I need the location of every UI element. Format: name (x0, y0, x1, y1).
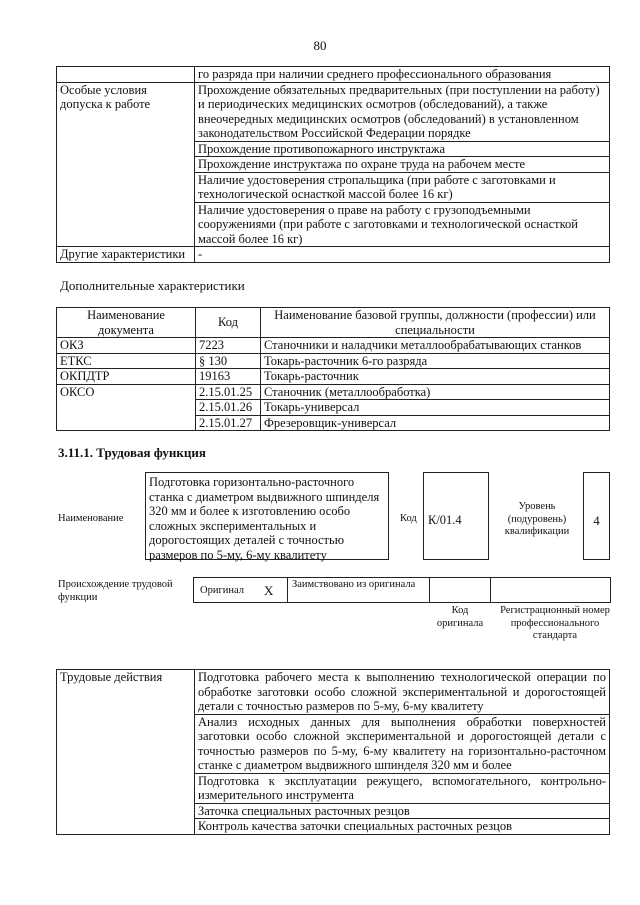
table-row (57, 82, 610, 141)
row-code: 2.15.01.27 (196, 415, 261, 431)
origin-table (193, 577, 611, 603)
row-code: § 130 (196, 353, 261, 369)
row-name: Фрезеровщик-универсал (261, 415, 610, 431)
labor-actions-label: Трудовые действия (57, 670, 195, 835)
special-condition: Прохождение обязательных предварительных (при поступлении на работу) и периодических медицинских осмотров (обследований), а также внеочередных медицинских осмотров (обследований) в установленном законодательством Российской Федерации порядке (195, 82, 610, 141)
table-row (57, 247, 610, 263)
row-name: Станочники и наладчики металлообрабатывающих станков (261, 338, 610, 354)
row-name: Токарь-расточник (261, 369, 610, 385)
special-condition: Прохождение инструктажа по охране труда на рабочем месте (195, 157, 610, 173)
row-doc: ЕТКС (57, 353, 196, 369)
table-row (57, 67, 610, 83)
function-code-label: Код (400, 513, 417, 524)
code-original-label: Код оригинала (436, 605, 484, 629)
special-condition: Наличие удостоверения стропальщика (при работе с заготовками и технологической оснасткой массой более 16 кг) (195, 172, 610, 202)
col-header-code: Код (196, 308, 261, 338)
col-header-doc: Наименование документа (57, 308, 196, 338)
borrowed-label: Заимствовано из оригинала (292, 579, 416, 590)
additional-table (56, 307, 610, 431)
function-heading: 3.11.1. Трудовая функция (58, 445, 206, 460)
page-number: 80 (313, 38, 327, 53)
qualification-level-value: 4 (583, 472, 610, 560)
special-conditions-label: Особые условия допуска к работе (57, 82, 195, 247)
continuation-cell: го разряда при наличии среднего профессионального образования (195, 67, 610, 83)
function-name-value: Подготовка горизонтально-расточного станка с диаметром выдвижного шпинделя 320 мм и более к изготовлению особо сложных экспериментальных и дорогостоящих деталей с точностью размеров по 5-му, 6-му квалитету (145, 472, 389, 560)
qualification-level-label: Уровень (подуровень) квалификации (504, 501, 570, 537)
row-doc: ОКЗ (57, 338, 196, 354)
row-name: Станочник (металлообработка) (261, 384, 610, 400)
additional-heading: Дополнительные характеристики (60, 278, 245, 293)
special-condition: Прохождение противопожарного инструктажа (195, 141, 610, 157)
table-row (57, 308, 610, 338)
row-name: Токарь-расточник 6-го разряда (261, 353, 610, 369)
row-code: 2.15.01.25 (196, 384, 261, 400)
table-row (57, 338, 610, 354)
row-code: 19163 (196, 369, 261, 385)
labor-action: Анализ исходных данных для выполнения обработки поверхностей заготовки особо сложной экспериментальной и дорогостоящей детали с точностью размеров по 5-му, 6-му квалитету на горизонтально-расточном станке с диаметром выдвижного шпинделя 320 мм и более (195, 714, 610, 773)
labor-action: Подготовка рабочего места к выполнению технологической операции по обработке заготовки особо сложной экспериментальной и дорогостоящей детали с точностью размеров по 5-му, 6-му квалитету (195, 670, 610, 715)
row-code: 2.15.01.26 (196, 400, 261, 416)
table-row (57, 670, 610, 715)
labor-action: Заточка специальных расточных резцов (195, 803, 610, 819)
row-name: Токарь-универсал (261, 400, 610, 416)
origin-divider (490, 578, 491, 602)
labor-action: Подготовка к эксплуатации режущего, вспомогательного, контрольно-измерительного инструмента (195, 773, 610, 803)
labor-actions-table (56, 669, 610, 835)
table-row (57, 369, 610, 385)
row-doc: ОКПДТР (57, 369, 196, 385)
labor-action: Контроль качества заточки специальных расточных резцов (195, 819, 610, 835)
reg-number-label: Регистрационный номер профессионального стандарта (500, 605, 610, 641)
col-header-name: Наименование базовой группы, должности (профессии) или специальности (261, 308, 610, 338)
function-code-value: К/01.4 (423, 472, 489, 560)
function-name-label: Наименование (58, 513, 124, 524)
origin-label: Происхождение трудовой функции (58, 579, 173, 603)
special-condition: Наличие удостоверения о праве на работу с грузоподъемными сооружениями (при работе с заготовками и технологической оснасткой массой более 16 кг) (195, 202, 610, 247)
origin-divider (429, 578, 430, 602)
table-row (57, 384, 610, 400)
other-characteristics-value: - (195, 247, 610, 263)
table-cell (57, 67, 195, 83)
other-characteristics-label: Другие характеристики (57, 247, 195, 263)
original-mark: X (264, 583, 274, 598)
table-row (57, 353, 610, 369)
row-doc-okso: ОКСО (57, 384, 196, 431)
origin-divider (287, 578, 288, 602)
original-label: Оригинал (200, 585, 244, 596)
conditions-table (56, 66, 610, 263)
row-code: 7223 (196, 338, 261, 354)
